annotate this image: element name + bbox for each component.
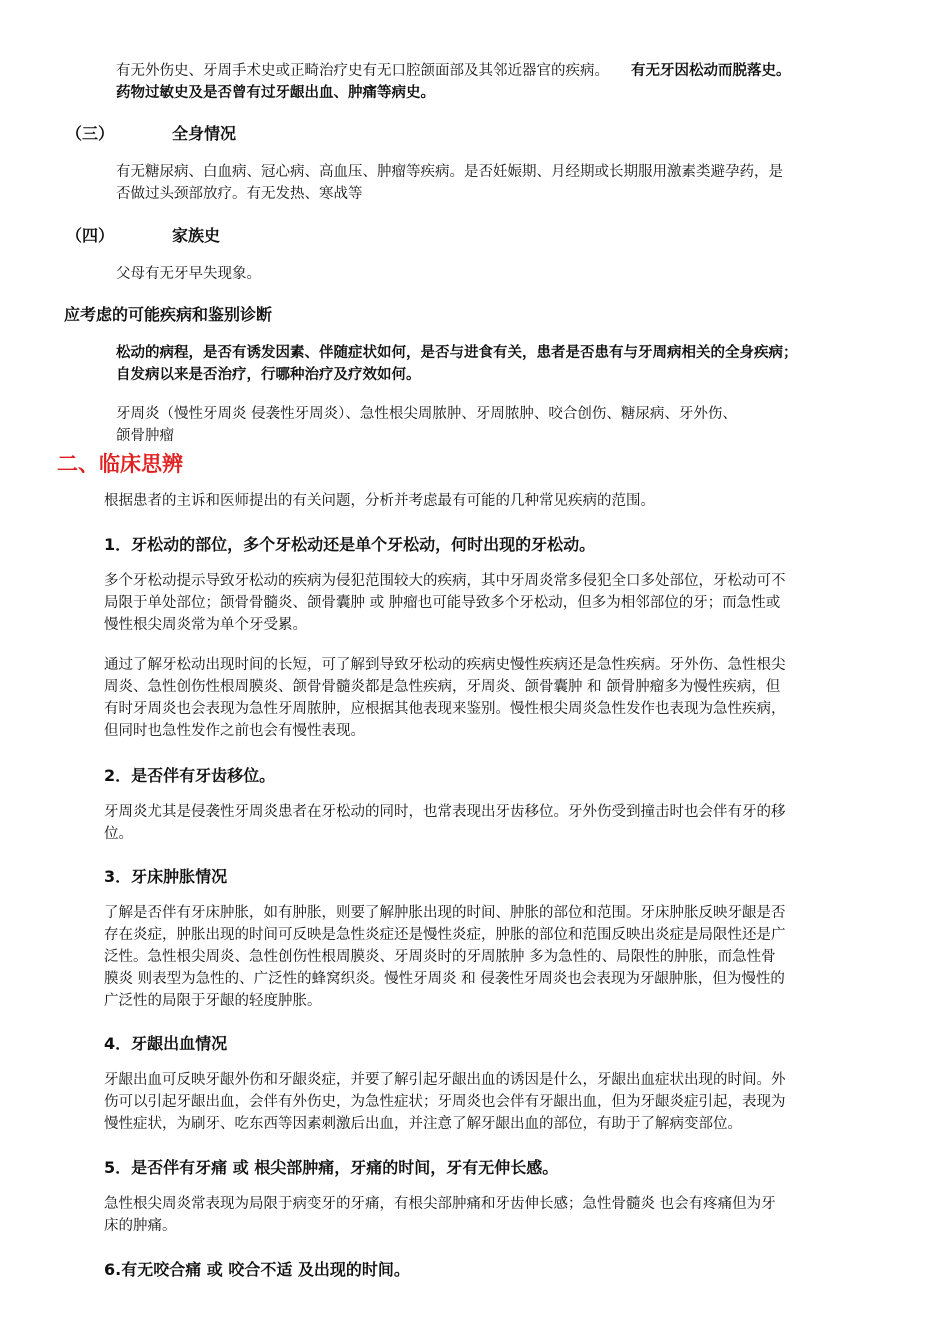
history-bold-tooth-loss: 有无牙因松动而脱落史。 bbox=[631, 63, 791, 79]
text-line: 位。 bbox=[104, 826, 133, 842]
section-number: （四） bbox=[66, 226, 115, 245]
question-3: 3．牙床肿胀情况 bbox=[104, 867, 228, 886]
question-5: 5．是否伴有牙痛 或 根尖部肿痛，牙痛的时间，牙有无伸长感。 bbox=[104, 1158, 559, 1177]
text-line: 存在炎症，肿胀出现的时间可反映是急性炎症还是慢性炎症，肿胀的部位和范围反映出炎症是局限性还是广 bbox=[104, 927, 786, 943]
question-4: 4．牙龈出血情况 bbox=[104, 1034, 228, 1053]
text-line: 父母有无牙早失现象。 bbox=[116, 266, 261, 282]
question-2: 2．是否伴有牙齿移位。 bbox=[104, 766, 276, 785]
text-line: 有时牙周炎也会表现为急性牙周脓肿，应根据其他表现来鉴别。慢性根尖周炎急性发作也表现为急性疾病， bbox=[104, 701, 786, 717]
text-line: 根据患者的主诉和医师提出的有关问题，分析并考虑最有可能的几种常见疾病的范围。 bbox=[104, 493, 655, 509]
text-line: 周炎、急性创伤性根周膜炎、颌骨骨髓炎都是急性疾病，牙周炎、颌骨囊肿 和 颌骨肿瘤多为慢性疾病，但 bbox=[104, 679, 781, 695]
question-1-paragraph-2 bbox=[104, 654, 904, 742]
text-line: 急性根尖周炎常表现为局限于病变牙的牙痛，有根尖部肿痛和牙齿伸长感；急性骨髓炎 也会有疼痛但为牙 bbox=[104, 1196, 776, 1212]
text-line: 牙周炎尤其是侵袭性牙周炎患者在牙松动的同时，也常表现出牙齿移位。牙外伤受到撞击时也会伴有牙的移 bbox=[104, 804, 786, 820]
section-number: （三） bbox=[66, 124, 115, 143]
text-line: 自发病以来是否治疗，行哪种治疗及疗效如何。 bbox=[116, 367, 421, 383]
text-line: 否做过头颈部放疗。有无发热、寒战等 bbox=[116, 186, 363, 202]
text-line: 泛性。急性根尖周炎、急性创伤性根周膜炎、牙周炎时的牙周脓肿 多为急性的、局限性的肿胀，而急性骨 bbox=[104, 949, 776, 965]
text-line: 慢性症状，为刷牙、吃东西等因素刺激后出血，并注意了解牙龈出血的部位，有助于了解病变部位。 bbox=[104, 1116, 742, 1132]
diagnosis-disease-list bbox=[116, 403, 906, 447]
question-6: 6.有无咬合痛 或 咬合不适 及出现的时间。 bbox=[104, 1260, 410, 1279]
question-2-paragraph bbox=[104, 801, 904, 845]
text-line: 伤可以引起牙龈出血，会伴有外伤史，为急性症状；牙周炎也会伴有牙龈出血，但为牙龈炎症引起，表现为 bbox=[104, 1094, 786, 1110]
text-line: 慢性根尖周炎常为单个牙受累。 bbox=[104, 617, 307, 633]
question-5-paragraph bbox=[104, 1193, 904, 1237]
section-body bbox=[116, 161, 906, 205]
diagnosis-questions bbox=[116, 342, 916, 386]
clinical-intro bbox=[104, 490, 904, 512]
section-title: 全身情况 bbox=[172, 124, 237, 143]
text-line: 牙周炎（慢性牙周炎 侵袭性牙周炎）、急性根尖周脓肿、牙周脓肿、咬合创伤、糖尿病、牙外伤、 bbox=[116, 406, 737, 422]
text-line: 广泛性的局限于牙龈的轻度肿胀。 bbox=[104, 993, 322, 1009]
text-line: 多个牙松动提示导致牙松动的疾病为侵犯范围较大的疾病，其中牙周炎常多侵犯全口多处部位，牙松动可不 bbox=[104, 573, 786, 589]
text-line: 局限于单处部位；颌骨骨髓炎、颌骨囊肿 或 肿瘤也可能导致多个牙松动，但多为相邻部位的牙；而急性或 bbox=[104, 595, 781, 611]
text-line: 床的肿痛。 bbox=[104, 1218, 177, 1234]
text-line: 通过了解牙松动出现时间的长短，可了解到导致牙松动的疾病史慢性疾病还是急性疾病。牙外伤、急性根尖 bbox=[104, 657, 786, 673]
question-1-paragraph-1 bbox=[104, 570, 904, 636]
text-line: 松动的病程，是否有诱发因素、伴随症状如何，是否与进食有关，患者是否患有与牙周病相关的全身疾病； bbox=[116, 345, 798, 361]
question-3-paragraph bbox=[104, 902, 904, 1012]
section-body bbox=[116, 263, 906, 285]
diagnosis-heading: 应考虑的可能疾病和鉴别诊断 bbox=[64, 305, 273, 324]
text-line: 牙龈出血可反映牙龈外伤和牙龈炎症，并要了解引起牙龈出血的诱因是什么，牙龈出血症状出现的时间。外 bbox=[104, 1072, 786, 1088]
history-bold-allergy: 药物过敏史及是否曾有过牙龈出血、肿痛等病史。 bbox=[116, 85, 435, 101]
text-line: 有无糖尿病、白血病、冠心病、高血压、肿瘤等疾病。是否妊娠期、月经期或长期服用激素类避孕药，是 bbox=[116, 164, 783, 180]
history-paragraph bbox=[116, 60, 906, 104]
text-line: 膜炎 则表型为急性的、广泛性的蜂窝织炎。慢性牙周炎 和 侵袭性牙周炎也会表现为牙龈肿胀，但为慢性的 bbox=[104, 971, 785, 987]
question-4-paragraph bbox=[104, 1069, 904, 1135]
text-line: 但同时也急性发作之前也会有慢性表现。 bbox=[104, 723, 365, 739]
history-text: 有无外伤史、牙周手术史或正畸治疗史有无口腔颌面部及其邻近器官的疾病。 bbox=[116, 63, 609, 79]
text-line: 了解是否伴有牙床肿胀，如有肿胀，则要了解肿胀出现的时间、肿胀的部位和范围。牙床肿胀反映牙龈是否 bbox=[104, 905, 786, 921]
section-title: 家族史 bbox=[172, 226, 221, 245]
text-line: 颌骨肿瘤 bbox=[116, 428, 174, 444]
clinical-heading: 二、临床思辨 bbox=[57, 452, 183, 476]
question-1: 1．牙松动的部位，多个牙松动还是单个牙松动，何时出现的牙松动。 bbox=[104, 535, 596, 554]
